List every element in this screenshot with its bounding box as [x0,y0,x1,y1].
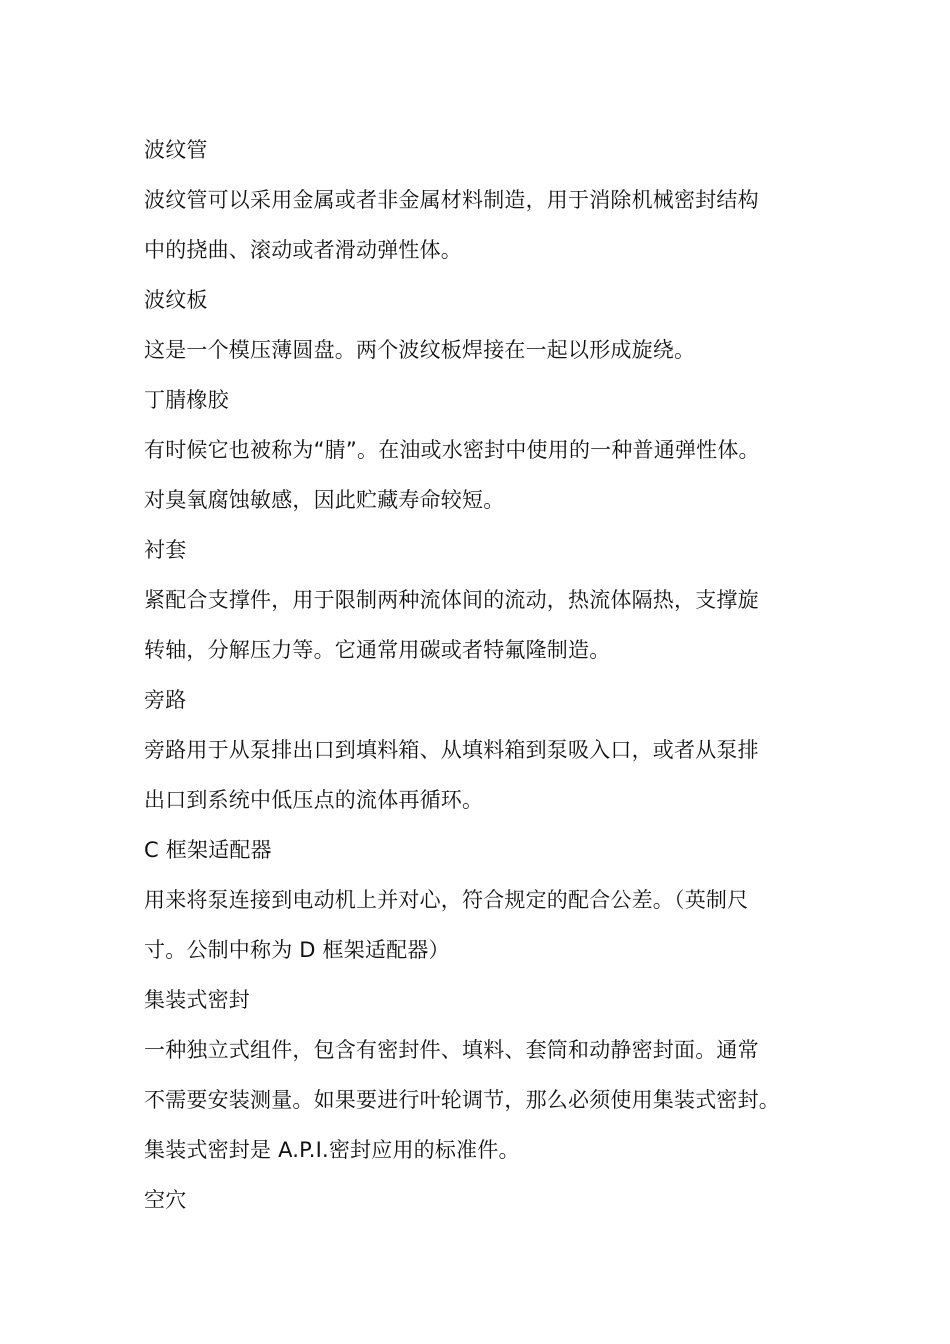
definition-line: 旁路用于从泵排出口到填料箱、从填料箱到泵吸入口，或者从泵排 [144,738,759,762]
definition-line: 寸。公制中称为 D 框架适配器） [144,938,450,962]
definition-line: 用来将泵连接到电动机上并对心，符合规定的配合公差。（英制尺 [144,888,749,912]
definition-line: 中的挠曲、滚动或者滑动弹性体。 [144,238,462,262]
definition-line: 这是一个模压薄圆盘。两个波纹板焊接在一起以形成旋绕。 [144,338,696,362]
definition-line: 波纹管可以采用金属或者非金属材料制造，用于消除机械密封结构 [144,188,759,212]
document-body [144,125,834,1225]
definition-line: 不需要安装测量。如果要进行叶轮调节，那么必须使用集装式密封。 [144,1088,780,1112]
term-heading-cavitation: 空穴 [144,1188,187,1212]
term-heading-bypass: 旁路 [144,688,187,712]
definition-line: 对臭氧腐蚀敏感，因此贮藏寿命较短。 [144,488,505,512]
term-heading-cartridge-seal: 集装式密封 [144,988,250,1012]
term-heading-c-frame-adapter: C 框架适配器 [144,838,272,862]
definition-line: 有时候它也被称为“腈”。在油或水密封中使用的一种普通弹性体。 [144,438,760,462]
term-heading-bushing: 衬套 [144,538,187,562]
definition-line: 出口到系统中低压点的流体再循环。 [144,788,484,812]
term-heading-nitrile-rubber: 丁腈橡胶 [144,388,229,412]
definition-line: 紧配合支撑件，用于限制两种流体间的流动，热流体隔热，支撑旋 [144,588,759,612]
definition-line: 一种独立式组件，包含有密封件、填料、套筒和动静密封面。通常 [144,1038,759,1062]
term-heading-bellows: 波纹管 [144,138,208,162]
definition-line: 集装式密封是 A.P.I.密封应用的标准件。 [144,1138,520,1162]
definition-line: 转轴，分解压力等。它通常用碳或者特氟隆制造。 [144,638,611,662]
term-heading-bellows-plate: 波纹板 [144,288,208,312]
